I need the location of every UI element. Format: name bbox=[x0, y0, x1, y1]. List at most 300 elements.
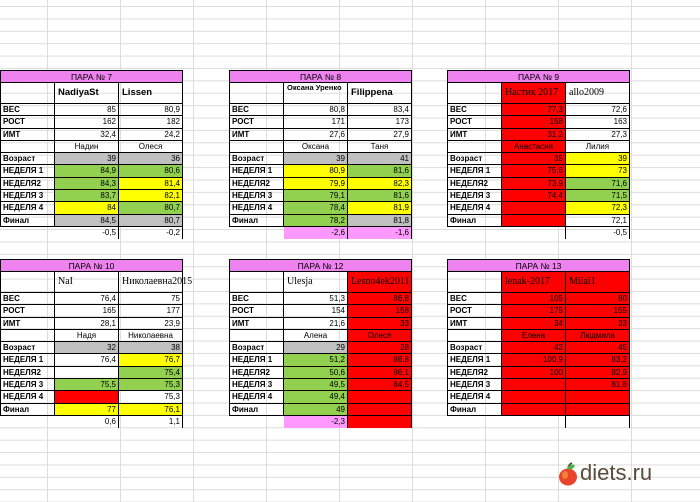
row-imt bbox=[229, 129, 412, 141]
cell-n3-1[interactable]: 79,1 bbox=[284, 190, 348, 201]
row-n4 bbox=[0, 202, 183, 214]
cell-ves-2[interactable]: 72,6 bbox=[566, 104, 630, 115]
nick-2[interactable]: Lesno4ek2011 bbox=[348, 272, 412, 292]
cell-name-1[interactable]: Оксана bbox=[284, 141, 348, 152]
cell-diff-2[interactable]: -1,6 bbox=[348, 227, 412, 239]
cell-name-1[interactable]: Анастасия bbox=[502, 141, 566, 152]
row-label[interactable]: НЕДЕЛЯ 1 bbox=[229, 165, 284, 176]
row-label[interactable] bbox=[229, 416, 284, 428]
cell-diff-1[interactable]: -2,3 bbox=[284, 416, 348, 428]
row-n1 bbox=[0, 165, 183, 177]
cell-n3-2[interactable]: 81,6 bbox=[348, 190, 412, 201]
cell-ves-1[interactable]: 51,3 bbox=[284, 293, 348, 304]
cell-n2-2[interactable]: 86,1 bbox=[348, 367, 412, 378]
row-vozrast bbox=[229, 153, 412, 165]
row-n2 bbox=[229, 367, 412, 379]
cell-n4-2[interactable]: 72,3 bbox=[566, 202, 630, 213]
cell-name-2[interactable]: Людмила bbox=[566, 330, 630, 341]
cell-final-1[interactable]: 49 bbox=[284, 404, 348, 415]
row-label[interactable]: НЕДЕЛЯ2 bbox=[229, 178, 284, 189]
row-name bbox=[447, 141, 630, 153]
cell-vozrast-2[interactable]: 39 bbox=[566, 153, 630, 164]
cell-n2-2[interactable]: 82,9 bbox=[566, 367, 630, 378]
row-imt bbox=[229, 318, 412, 330]
row-label[interactable] bbox=[0, 330, 55, 341]
row-label[interactable] bbox=[447, 330, 502, 341]
row-ves bbox=[229, 104, 412, 116]
cell-rost-1[interactable]: 158 bbox=[502, 116, 566, 127]
cell-rost-1[interactable]: 171 bbox=[284, 116, 348, 127]
cell-n3-2[interactable]: 84,5 bbox=[348, 379, 412, 390]
cell-imt-1[interactable]: 32,4 bbox=[55, 129, 119, 140]
row-label[interactable]: Возраст bbox=[229, 342, 284, 353]
row-label[interactable]: НЕДЕЛЯ 3 bbox=[229, 190, 284, 201]
cell-vozrast-2[interactable]: 36 bbox=[119, 153, 183, 164]
row-label[interactable]: НЕДЕЛЯ 1 bbox=[447, 165, 502, 176]
row-label[interactable]: Возраст bbox=[0, 153, 55, 164]
cell-n2-1[interactable]: 50,6 bbox=[284, 367, 348, 378]
row-label[interactable] bbox=[0, 141, 55, 152]
cell-n1-1[interactable]: 75,6 bbox=[502, 165, 566, 176]
row-label[interactable]: Возраст bbox=[0, 342, 55, 353]
row-label[interactable]: ВЕС bbox=[229, 104, 284, 115]
cell-n1-2[interactable]: 80,6 bbox=[119, 165, 183, 176]
row-ves bbox=[447, 293, 630, 305]
row-label[interactable]: ИМТ bbox=[229, 129, 284, 140]
cell-diff-2[interactable] bbox=[348, 416, 412, 428]
cell-rost-2[interactable]: 173 bbox=[348, 116, 412, 127]
cell-n3-2[interactable]: 71,5 bbox=[566, 190, 630, 201]
cell-imt-2[interactable]: 33 bbox=[348, 318, 412, 329]
cell-diff-1[interactable]: 0,6 bbox=[55, 416, 119, 428]
row-name bbox=[447, 330, 630, 342]
cell-final-2[interactable]: 81,8 bbox=[348, 215, 412, 226]
cell-n1-1[interactable]: 51,2 bbox=[284, 354, 348, 365]
nick-2[interactable]: Lissen bbox=[119, 83, 183, 103]
cell-rost-1[interactable]: 154 bbox=[284, 305, 348, 316]
row-final bbox=[447, 215, 630, 227]
row-n2 bbox=[0, 178, 183, 190]
cell-final-1[interactable] bbox=[502, 404, 566, 415]
row-label[interactable]: ВЕС bbox=[447, 104, 502, 115]
cell-imt-1[interactable]: 34 bbox=[502, 318, 566, 329]
row-vozrast bbox=[0, 342, 183, 354]
cell-n4-2[interactable]: 75,3 bbox=[119, 391, 183, 402]
nick-1[interactable]: NaI bbox=[55, 272, 119, 292]
row-label[interactable]: НЕДЕЛЯ 3 bbox=[0, 379, 55, 390]
row-label[interactable]: ВЕС bbox=[0, 293, 55, 304]
cell-n1-1[interactable]: 80,9 bbox=[284, 165, 348, 176]
cell-diff-1[interactable]: -0,5 bbox=[55, 227, 119, 239]
cell-n1-2[interactable]: 86,8 bbox=[348, 354, 412, 365]
cell-vozrast-1[interactable]: 39 bbox=[55, 153, 119, 164]
cell-diff-1[interactable] bbox=[502, 416, 566, 428]
row-label[interactable]: Возраст bbox=[229, 153, 284, 164]
cell-imt-1[interactable]: 28,1 bbox=[55, 318, 119, 329]
row-label[interactable]: Финал bbox=[447, 215, 502, 226]
cell-vozrast-2[interactable]: 45 bbox=[566, 342, 630, 353]
cell-ves-2[interactable]: 80 bbox=[566, 293, 630, 304]
nick-2[interactable]: Milai1 bbox=[566, 272, 630, 292]
cell-n4-1[interactable] bbox=[55, 391, 119, 402]
row-label[interactable] bbox=[229, 141, 284, 152]
row-label[interactable]: НЕДЕЛЯ 4 bbox=[0, 391, 55, 402]
row-label[interactable]: ИМТ bbox=[447, 129, 502, 140]
row-rost bbox=[447, 305, 630, 317]
cell-ves-1[interactable]: 77,3 bbox=[502, 104, 566, 115]
cell-ves-1[interactable]: 80,8 bbox=[284, 104, 348, 115]
row-label[interactable]: НЕДЕЛЯ 4 bbox=[229, 391, 284, 402]
row-imt bbox=[0, 318, 183, 330]
row-diff bbox=[229, 227, 412, 239]
pair-title[interactable]: ПАРА № 12 bbox=[229, 259, 412, 272]
cell-diff-2[interactable]: -0,2 bbox=[119, 227, 183, 239]
header-label-cell[interactable] bbox=[229, 83, 284, 103]
cell-n2-1[interactable] bbox=[55, 367, 119, 378]
cell-imt-1[interactable]: 21,6 bbox=[284, 318, 348, 329]
cell-n4-1[interactable]: 49,4 bbox=[284, 391, 348, 402]
row-label[interactable]: НЕДЕЛЯ 1 bbox=[0, 354, 55, 365]
row-name bbox=[0, 141, 183, 153]
cell-final-2[interactable]: 76,1 bbox=[119, 404, 183, 415]
cell-n2-2[interactable]: 75,4 bbox=[119, 367, 183, 378]
cell-ves-1[interactable]: 105 bbox=[502, 293, 566, 304]
row-label[interactable]: РОСТ bbox=[447, 305, 502, 316]
row-label[interactable]: НЕДЕЛЯ2 bbox=[0, 367, 55, 378]
cell-vozrast-1[interactable]: 29 bbox=[284, 342, 348, 353]
nick-2[interactable]: Filippena bbox=[348, 83, 412, 103]
cell-n2-1[interactable]: 84,3 bbox=[55, 178, 119, 189]
row-label[interactable]: РОСТ bbox=[229, 305, 284, 316]
pair-title[interactable]: ПАРА № 7 bbox=[0, 70, 183, 83]
row-label[interactable] bbox=[229, 227, 284, 239]
row-rost bbox=[229, 305, 412, 317]
cell-vozrast-1[interactable]: 39 bbox=[284, 153, 348, 164]
cell-n3-1[interactable]: 74,4 bbox=[502, 190, 566, 201]
cell-n3-1[interactable]: 75,5 bbox=[55, 379, 119, 390]
row-label[interactable]: НЕДЕЛЯ 3 bbox=[229, 379, 284, 390]
pair-table bbox=[229, 70, 412, 239]
row-n4 bbox=[447, 391, 630, 403]
pair-table bbox=[447, 259, 630, 428]
header-label-cell[interactable] bbox=[229, 272, 284, 292]
cell-n2-1[interactable]: 79,9 bbox=[284, 178, 348, 189]
row-label[interactable]: НЕДЕЛЯ 4 bbox=[447, 391, 502, 402]
row-label[interactable]: ИМТ bbox=[0, 129, 55, 140]
cell-n3-2[interactable]: 82,1 bbox=[119, 190, 183, 201]
cell-name-2[interactable]: Лилия bbox=[566, 141, 630, 152]
row-final bbox=[229, 404, 412, 416]
cell-rost-2[interactable]: 177 bbox=[119, 305, 183, 316]
row-n3 bbox=[0, 379, 183, 391]
cell-ves-2[interactable]: 75 bbox=[119, 293, 183, 304]
row-label[interactable]: Финал bbox=[0, 404, 55, 415]
cell-ves-2[interactable]: 86,8 bbox=[348, 293, 412, 304]
row-label[interactable]: ИМТ bbox=[229, 318, 284, 329]
row-label[interactable]: ИМТ bbox=[447, 318, 502, 329]
cell-n2-2[interactable]: 81,4 bbox=[119, 178, 183, 189]
row-final bbox=[229, 215, 412, 227]
cell-n1-2[interactable]: 73 bbox=[566, 165, 630, 176]
row-label[interactable]: НЕДЕЛЯ2 bbox=[229, 367, 284, 378]
cell-n2-1[interactable]: 100 bbox=[502, 367, 566, 378]
cell-final-1[interactable]: 78,2 bbox=[284, 215, 348, 226]
row-label[interactable]: РОСТ bbox=[0, 116, 55, 127]
row-diff bbox=[0, 416, 183, 428]
row-vozrast bbox=[447, 153, 630, 165]
row-label[interactable] bbox=[447, 416, 502, 428]
row-n2 bbox=[447, 367, 630, 379]
cell-vozrast-1[interactable]: 35 bbox=[502, 153, 566, 164]
pair-title[interactable]: ПАРА № 9 bbox=[447, 70, 630, 83]
row-label[interactable]: Финал bbox=[229, 215, 284, 226]
row-n3 bbox=[229, 190, 412, 202]
row-n3 bbox=[447, 190, 630, 202]
row-label[interactable] bbox=[229, 330, 284, 341]
cell-name-2[interactable]: Олеся bbox=[348, 330, 412, 341]
row-label[interactable]: Финал bbox=[447, 404, 502, 415]
cell-n1-1[interactable]: 76,4 bbox=[55, 354, 119, 365]
cell-n3-2[interactable]: 81,8 bbox=[566, 379, 630, 390]
row-ves bbox=[0, 293, 183, 305]
row-label[interactable] bbox=[447, 141, 502, 152]
cell-n2-2[interactable]: 71,6 bbox=[566, 178, 630, 189]
cell-n2-2[interactable]: 82,3 bbox=[348, 178, 412, 189]
cell-n1-2[interactable]: 83,2 bbox=[566, 354, 630, 365]
cell-ves-1[interactable]: 76,4 bbox=[55, 293, 119, 304]
cell-vozrast-1[interactable]: 42 bbox=[502, 342, 566, 353]
cell-name-1[interactable]: Надин bbox=[55, 141, 119, 152]
pair-table bbox=[0, 259, 193, 428]
row-name bbox=[229, 330, 412, 342]
row-label[interactable]: НЕДЕЛЯ 3 bbox=[447, 190, 502, 201]
nick-row bbox=[0, 83, 183, 104]
row-label[interactable] bbox=[0, 416, 55, 428]
cell-n4-2[interactable]: 80,7 bbox=[119, 202, 183, 213]
cell-rost-2[interactable]: 182 bbox=[119, 116, 183, 127]
row-label[interactable]: НЕДЕЛЯ 1 bbox=[229, 354, 284, 365]
cell-diff-1[interactable] bbox=[502, 227, 566, 239]
cell-imt-2[interactable]: 33 bbox=[566, 318, 630, 329]
cell-imt-2[interactable]: 23,9 bbox=[119, 318, 183, 329]
pair-title[interactable]: ПАРА № 13 bbox=[447, 259, 630, 272]
cell-ves-2[interactable]: 80,9 bbox=[119, 104, 183, 115]
cell-rost-1[interactable]: 162 bbox=[55, 116, 119, 127]
cell-n3-1[interactable]: 49,5 bbox=[284, 379, 348, 390]
row-label[interactable]: НЕДЕЛЯ 4 bbox=[0, 202, 55, 213]
cell-n4-1[interactable]: 78,4 bbox=[284, 202, 348, 213]
row-n4 bbox=[229, 391, 412, 403]
row-final bbox=[447, 404, 630, 416]
cell-rost-2[interactable]: 163 bbox=[566, 116, 630, 127]
row-label[interactable]: НЕДЕЛЯ 3 bbox=[0, 190, 55, 201]
pair-title[interactable]: ПАРА № 8 bbox=[229, 70, 412, 83]
row-label[interactable]: НЕДЕЛЯ 4 bbox=[447, 202, 502, 213]
cell-final-1[interactable]: 77 bbox=[55, 404, 119, 415]
nick-row bbox=[447, 272, 630, 293]
row-n3 bbox=[447, 379, 630, 391]
pair-table bbox=[447, 70, 630, 239]
cell-imt-1[interactable]: 31,2 bbox=[502, 129, 566, 140]
cell-n4-2[interactable] bbox=[566, 391, 630, 402]
nick-row bbox=[229, 272, 412, 293]
cell-vozrast-2[interactable]: 38 bbox=[119, 342, 183, 353]
nick-2[interactable]: Николаевна2015 bbox=[119, 272, 183, 292]
row-n4 bbox=[229, 202, 412, 214]
row-vozrast bbox=[447, 342, 630, 354]
cell-n3-1[interactable]: 83,7 bbox=[55, 190, 119, 201]
row-label[interactable]: НЕДЕЛЯ 1 bbox=[447, 354, 502, 365]
row-label[interactable]: НЕДЕЛЯ 3 bbox=[447, 379, 502, 390]
row-label[interactable]: ИМТ bbox=[0, 318, 55, 329]
cell-n1-1[interactable]: 84,9 bbox=[55, 165, 119, 176]
cell-name-2[interactable]: Таня bbox=[348, 141, 412, 152]
cell-final-2[interactable]: 72,1 bbox=[566, 215, 630, 226]
row-ves bbox=[447, 104, 630, 116]
cell-n2-1[interactable]: 73,9 bbox=[502, 178, 566, 189]
cell-diff-2[interactable]: -0,5 bbox=[566, 227, 630, 239]
row-label[interactable]: РОСТ bbox=[0, 305, 55, 316]
cell-n4-2[interactable]: 81,9 bbox=[348, 202, 412, 213]
cell-n4-2[interactable] bbox=[348, 391, 412, 402]
cell-final-1[interactable] bbox=[502, 215, 566, 226]
cell-n1-2[interactable]: 81,6 bbox=[348, 165, 412, 176]
row-label[interactable]: НЕДЕЛЯ2 bbox=[447, 367, 502, 378]
row-label[interactable]: ВЕС bbox=[447, 293, 502, 304]
cell-vozrast-2[interactable]: 28 bbox=[348, 342, 412, 353]
cell-ves-1[interactable]: 85 bbox=[55, 104, 119, 115]
cell-diff-2[interactable] bbox=[566, 416, 630, 428]
row-label[interactable]: НЕДЕЛЯ2 bbox=[0, 178, 55, 189]
row-n2 bbox=[447, 178, 630, 190]
row-label[interactable]: НЕДЕЛЯ2 bbox=[447, 178, 502, 189]
cell-diff-2[interactable]: 1,1 bbox=[119, 416, 183, 428]
nick-1[interactable]: Оксана Уренко bbox=[284, 83, 348, 103]
cell-n4-1[interactable] bbox=[502, 391, 566, 402]
apple-logo-icon bbox=[558, 462, 578, 491]
row-label[interactable]: Возраст bbox=[447, 342, 502, 353]
cell-n4-1[interactable]: 84 bbox=[55, 202, 119, 213]
row-diff bbox=[447, 416, 630, 428]
nick-1[interactable]: Ulesja bbox=[284, 272, 348, 292]
nick-1[interactable]: lenak-2017 bbox=[502, 272, 566, 292]
row-rost bbox=[229, 116, 412, 128]
row-label[interactable] bbox=[447, 227, 502, 239]
row-label[interactable]: РОСТ bbox=[229, 116, 284, 127]
cell-imt-2[interactable]: 27,9 bbox=[348, 129, 412, 140]
cell-rost-1[interactable]: 165 bbox=[55, 305, 119, 316]
cell-imt-2[interactable]: 27,3 bbox=[566, 129, 630, 140]
row-diff bbox=[229, 416, 412, 428]
row-rost bbox=[447, 116, 630, 128]
row-label[interactable]: ВЕС bbox=[0, 104, 55, 115]
nick-2[interactable]: allo2009 bbox=[566, 83, 630, 103]
header-label-cell[interactable] bbox=[447, 83, 502, 103]
cell-vozrast-2[interactable]: 41 bbox=[348, 153, 412, 164]
row-n1 bbox=[0, 354, 183, 366]
cell-rost-2[interactable]: 155 bbox=[566, 305, 630, 316]
cell-name-2[interactable]: Николаевна bbox=[119, 330, 183, 341]
nick-row bbox=[229, 83, 412, 104]
row-imt bbox=[447, 129, 630, 141]
cell-final-2[interactable]: 80,7 bbox=[119, 215, 183, 226]
cell-name-1[interactable]: Елена bbox=[502, 330, 566, 341]
row-diff bbox=[0, 227, 183, 239]
row-n1 bbox=[229, 354, 412, 366]
cell-diff-1[interactable]: -2,6 bbox=[284, 227, 348, 239]
row-label[interactable]: ВЕС bbox=[229, 293, 284, 304]
nick-row bbox=[447, 83, 630, 104]
row-n1 bbox=[447, 165, 630, 177]
row-label[interactable]: НЕДЕЛЯ 1 bbox=[0, 165, 55, 176]
cell-imt-1[interactable]: 27,6 bbox=[284, 129, 348, 140]
cell-n3-2[interactable]: 75,3 bbox=[119, 379, 183, 390]
row-rost bbox=[0, 116, 183, 128]
nick-row bbox=[0, 272, 193, 293]
pair-table bbox=[0, 70, 183, 239]
row-n2 bbox=[0, 367, 183, 379]
row-n1 bbox=[447, 354, 630, 366]
row-label[interactable]: РОСТ bbox=[447, 116, 502, 127]
cell-n1-2[interactable]: 76,7 bbox=[119, 354, 183, 365]
nick-1[interactable]: Настик 2017 bbox=[502, 83, 566, 103]
row-name bbox=[0, 330, 183, 342]
pair-table bbox=[229, 259, 412, 428]
cell-final-2[interactable] bbox=[566, 404, 630, 415]
pair-title[interactable]: ПАРА № 10 bbox=[0, 259, 183, 272]
row-n4 bbox=[0, 391, 183, 403]
row-final bbox=[0, 404, 183, 416]
header-label-cell[interactable] bbox=[447, 272, 502, 292]
cell-rost-1[interactable]: 175 bbox=[502, 305, 566, 316]
row-vozrast bbox=[229, 342, 412, 354]
row-imt bbox=[447, 318, 630, 330]
site-logo: diets.ru bbox=[580, 460, 653, 485]
row-name bbox=[229, 141, 412, 153]
header-label-cell[interactable] bbox=[0, 83, 55, 103]
row-label[interactable]: Финал bbox=[229, 404, 284, 415]
row-label[interactable]: Возраст bbox=[447, 153, 502, 164]
cell-n4-1[interactable] bbox=[502, 202, 566, 213]
row-label[interactable] bbox=[0, 227, 55, 239]
cell-final-2[interactable] bbox=[348, 404, 412, 415]
cell-imt-2[interactable]: 24,2 bbox=[119, 129, 183, 140]
cell-final-1[interactable]: 84,5 bbox=[55, 215, 119, 226]
row-final bbox=[0, 215, 183, 227]
cell-vozrast-1[interactable]: 32 bbox=[55, 342, 119, 353]
row-ves bbox=[0, 104, 183, 116]
row-n3 bbox=[229, 379, 412, 391]
cell-name-1[interactable]: Алена bbox=[284, 330, 348, 341]
header-label-cell[interactable] bbox=[0, 272, 55, 292]
row-vozrast bbox=[0, 153, 183, 165]
cell-name-2[interactable]: Олеся bbox=[119, 141, 183, 152]
cell-name-1[interactable]: Надя bbox=[55, 330, 119, 341]
row-n3 bbox=[0, 190, 183, 202]
cell-ves-2[interactable]: 83,4 bbox=[348, 104, 412, 115]
nick-1[interactable]: NadiyaSt bbox=[55, 83, 119, 103]
cell-n1-1[interactable]: 100,9 bbox=[502, 354, 566, 365]
cell-n3-1[interactable] bbox=[502, 379, 566, 390]
row-n4 bbox=[447, 202, 630, 214]
row-label[interactable]: Финал bbox=[0, 215, 55, 226]
row-rost bbox=[0, 305, 183, 317]
row-n2 bbox=[229, 178, 412, 190]
row-ves bbox=[229, 293, 412, 305]
cell-rost-2[interactable]: 158 bbox=[348, 305, 412, 316]
row-imt bbox=[0, 129, 183, 141]
row-label[interactable]: НЕДЕЛЯ 4 bbox=[229, 202, 284, 213]
